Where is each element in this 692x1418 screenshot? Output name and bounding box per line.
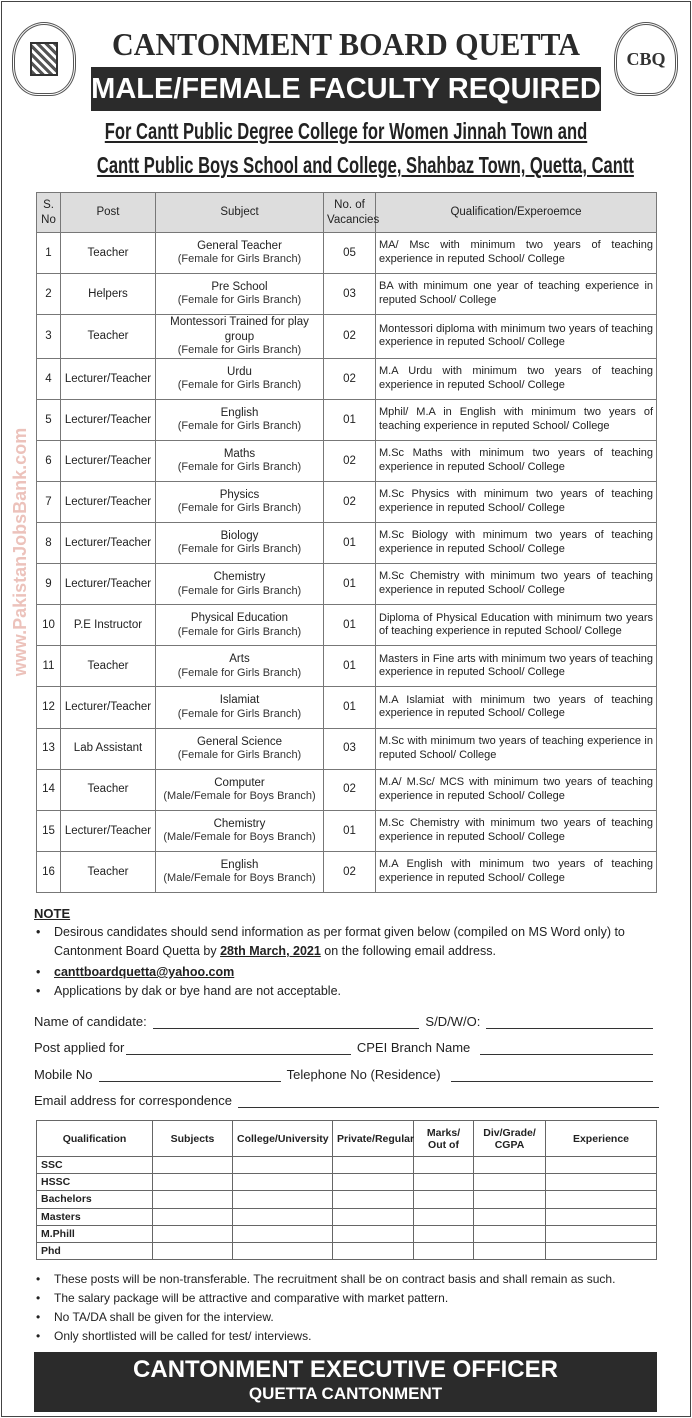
input-cell[interactable] bbox=[233, 1157, 333, 1174]
headline-banner: MALE/FEMALE FACULTY REQUIRED bbox=[91, 67, 601, 111]
email-link[interactable]: canttboardquetta@yahoo.com bbox=[54, 965, 235, 979]
serial-number: 8 bbox=[37, 523, 61, 564]
post: Lecturer/Teacher bbox=[61, 523, 156, 564]
branch: (Female for Girls Branch) bbox=[177, 294, 302, 307]
subject-cell bbox=[156, 233, 324, 274]
term-item: • No TA/DA shall be given for the interview. bbox=[34, 1308, 659, 1327]
vacancies: 01 bbox=[324, 687, 376, 728]
post: Teacher bbox=[61, 646, 156, 687]
table-row bbox=[37, 1191, 657, 1208]
column-header: College/University bbox=[233, 1121, 333, 1157]
input-cell[interactable] bbox=[414, 1174, 474, 1191]
branch: (Female for Girls Branch) bbox=[177, 625, 302, 638]
subject-cell bbox=[156, 481, 324, 522]
qualification: M.A Islamiat with minimum two years of teaching experience in reputed School/ College bbox=[376, 687, 657, 728]
column-header: Subjects bbox=[153, 1121, 233, 1157]
serial-number: 5 bbox=[37, 399, 61, 440]
serial-number: 13 bbox=[37, 728, 61, 769]
qualification: M.Sc Chemistry with minimum two years of teaching experience in reputed School/ College bbox=[376, 810, 657, 851]
table-row bbox=[37, 1242, 657, 1259]
input-cell[interactable] bbox=[546, 1225, 657, 1242]
vacancies: 01 bbox=[324, 810, 376, 851]
table-row bbox=[37, 728, 657, 769]
input-cell[interactable] bbox=[333, 1208, 414, 1225]
input-cell[interactable] bbox=[153, 1242, 233, 1259]
branch: (Female for Girls Branch) bbox=[177, 748, 302, 761]
input-cell[interactable] bbox=[414, 1242, 474, 1259]
branch: (Female for Girls Branch) bbox=[177, 543, 302, 556]
input-cell[interactable] bbox=[546, 1242, 657, 1259]
deadline: 28th March, 2021 bbox=[220, 944, 321, 958]
subject-cell bbox=[156, 646, 324, 687]
vacancies: 01 bbox=[324, 646, 376, 687]
subject: Montessori Trained for play group bbox=[170, 316, 309, 343]
subject: Maths bbox=[223, 447, 256, 460]
form-row bbox=[34, 1014, 659, 1029]
qualification-level: Bachelors bbox=[37, 1191, 153, 1208]
input-cell[interactable] bbox=[474, 1225, 546, 1242]
note-text: Desirous candidates should send information as per format given below (compiled on MS Word only) to Cantonment Board Quetta by bbox=[54, 925, 625, 958]
footer-subtitle: QUETTA CANTONMENT bbox=[248, 1384, 443, 1403]
table-row bbox=[37, 358, 657, 399]
subject-cell bbox=[156, 440, 324, 481]
serial-number: 3 bbox=[37, 315, 61, 359]
serial-number: 1 bbox=[37, 233, 61, 274]
table-row bbox=[37, 399, 657, 440]
vacancies: 01 bbox=[324, 399, 376, 440]
note-item bbox=[34, 963, 659, 982]
column-header: S. No bbox=[37, 193, 61, 233]
input-cell[interactable] bbox=[474, 1174, 546, 1191]
branch: (Female for Girls Branch) bbox=[177, 461, 302, 474]
vacancies: 02 bbox=[324, 440, 376, 481]
branch: (Female for Girls Branch) bbox=[177, 343, 302, 356]
serial-number: 10 bbox=[37, 605, 61, 646]
post: Teacher bbox=[61, 233, 156, 274]
subject-cell bbox=[156, 605, 324, 646]
qualifications-table bbox=[36, 1120, 657, 1260]
input-cell[interactable] bbox=[546, 1208, 657, 1225]
qualification: Diploma of Physical Education with minimum two years of teaching experience in reputed School/ College bbox=[376, 605, 657, 646]
vacancies: 02 bbox=[324, 769, 376, 810]
subject-cell bbox=[156, 810, 324, 851]
qualification: Masters in Fine arts with minimum two years of teaching experience in reputed School/ College bbox=[376, 646, 657, 687]
subject-cell bbox=[156, 851, 324, 892]
qualification-level: Phd bbox=[37, 1242, 153, 1259]
serial-number: 4 bbox=[37, 358, 61, 399]
input-cell[interactable] bbox=[414, 1157, 474, 1174]
input-cell[interactable] bbox=[546, 1191, 657, 1208]
input-cell[interactable] bbox=[333, 1174, 414, 1191]
input-cell[interactable] bbox=[546, 1174, 657, 1191]
subject: Biology bbox=[220, 530, 259, 543]
post: Teacher bbox=[61, 769, 156, 810]
table-row bbox=[37, 851, 657, 892]
note-section bbox=[34, 904, 659, 1001]
serial-number: 16 bbox=[37, 851, 61, 892]
table-row bbox=[37, 564, 657, 605]
input-cell[interactable] bbox=[233, 1208, 333, 1225]
subject-cell bbox=[156, 315, 324, 359]
qualification: M.A Urdu with minimum two years of teaching experience in reputed School/ College bbox=[376, 358, 657, 399]
vacancies: 01 bbox=[324, 605, 376, 646]
input-cell[interactable] bbox=[153, 1157, 233, 1174]
table-row bbox=[37, 315, 657, 359]
input-cell[interactable] bbox=[474, 1191, 546, 1208]
qualification: M.Sc Biology with minimum two years of teaching experience in reputed School/ College bbox=[376, 523, 657, 564]
vacancies: 01 bbox=[324, 564, 376, 605]
subject: General Teacher bbox=[197, 239, 282, 252]
table-row bbox=[37, 646, 657, 687]
label: Email address for correspondence bbox=[34, 1093, 232, 1108]
branch: (Female for Girls Branch) bbox=[177, 253, 302, 266]
table-row bbox=[37, 440, 657, 481]
subject: Physical Education bbox=[190, 612, 289, 625]
watermark: www.PakistanJobsBank.com bbox=[10, 427, 30, 677]
note-text: on the following email address. bbox=[320, 944, 496, 958]
qualification-level: M.Phill bbox=[37, 1225, 153, 1242]
post: Helpers bbox=[61, 274, 156, 315]
vacancies: 03 bbox=[324, 728, 376, 769]
input-cell[interactable] bbox=[474, 1208, 546, 1225]
post: Lecturer/Teacher bbox=[61, 810, 156, 851]
qualification: M.Sc with minimum two years of teaching experience in reputed School/ College bbox=[376, 728, 657, 769]
subtitle-line-1: For Cantt Public Degree College for Women Jinnah Town and bbox=[104, 118, 588, 144]
serial-number: 9 bbox=[37, 564, 61, 605]
label: Name of candidate: bbox=[34, 1014, 147, 1029]
input-cell[interactable] bbox=[414, 1191, 474, 1208]
input-cell[interactable] bbox=[474, 1157, 546, 1174]
input-cell[interactable] bbox=[233, 1242, 333, 1259]
government-emblem-logo bbox=[12, 22, 76, 96]
serial-number: 2 bbox=[37, 274, 61, 315]
table-row bbox=[37, 1157, 657, 1174]
column-header: Private/Regular bbox=[333, 1121, 414, 1157]
subject-cell bbox=[156, 274, 324, 315]
subject-cell bbox=[156, 399, 324, 440]
footer-banner bbox=[34, 1352, 657, 1412]
label: Mobile No bbox=[34, 1067, 93, 1082]
vacancies: 02 bbox=[324, 358, 376, 399]
subject: Computer bbox=[214, 776, 265, 789]
form-row bbox=[34, 1040, 659, 1055]
input-cell[interactable] bbox=[153, 1225, 233, 1242]
post: Lab Assistant bbox=[61, 728, 156, 769]
note-item bbox=[34, 923, 659, 961]
qualification: M.Sc Maths with minimum two years of teaching experience in reputed School/ College bbox=[376, 440, 657, 481]
column-header: Experience bbox=[546, 1121, 657, 1157]
subject: Pre School bbox=[211, 281, 268, 294]
label: S/D/W/O: bbox=[425, 1014, 481, 1029]
post: Lecturer/Teacher bbox=[61, 687, 156, 728]
serial-number: 15 bbox=[37, 810, 61, 851]
qualification-level: Masters bbox=[37, 1208, 153, 1225]
branch: (Female for Girls Branch) bbox=[177, 379, 302, 392]
vacancies: 05 bbox=[324, 233, 376, 274]
subject: Urdu bbox=[227, 365, 252, 378]
input-cell[interactable] bbox=[333, 1225, 414, 1242]
term-item: • The salary package will be attractive and comparative with market pattern. bbox=[34, 1289, 659, 1308]
post: Lecturer/Teacher bbox=[61, 481, 156, 522]
branch: (Female for Girls Branch) bbox=[177, 666, 302, 679]
column-header: No. of Vacancies bbox=[324, 193, 376, 233]
post: Lecturer/Teacher bbox=[61, 399, 156, 440]
note-heading: NOTE bbox=[34, 906, 71, 921]
label: Telephone No (Residence) bbox=[286, 1067, 441, 1082]
qualification: Montessori diploma with minimum two years of teaching experience in reputed School/ College bbox=[376, 315, 657, 359]
post: Lecturer/Teacher bbox=[61, 564, 156, 605]
qualification: M.A/ M.Sc/ MCS with minimum two years of teaching experience in reputed School/ College bbox=[376, 769, 657, 810]
terms-list bbox=[34, 1270, 659, 1346]
subject-cell bbox=[156, 728, 324, 769]
qualification-level: SSC bbox=[37, 1157, 153, 1174]
table-row bbox=[37, 810, 657, 851]
branch: (Female for Girls Branch) bbox=[177, 420, 302, 433]
sdwo-field[interactable] bbox=[486, 1017, 653, 1029]
table-row bbox=[37, 523, 657, 564]
branch-field[interactable] bbox=[480, 1043, 653, 1055]
post: Lecturer/Teacher bbox=[61, 440, 156, 481]
post: Lecturer/Teacher bbox=[61, 358, 156, 399]
column-header: Subject bbox=[156, 193, 324, 233]
mobile-field[interactable] bbox=[99, 1070, 281, 1082]
input-cell[interactable] bbox=[153, 1191, 233, 1208]
qualification: M.Sc Physics with minimum two years of teaching experience in reputed School/ College bbox=[376, 481, 657, 522]
serial-number: 14 bbox=[37, 769, 61, 810]
subject: English bbox=[220, 858, 259, 871]
form-row bbox=[34, 1093, 659, 1108]
subtitle-line-2: Cantt Public Boys School and College, Shahbaz Town, Quetta, Cantt bbox=[96, 152, 634, 178]
subject: Physics bbox=[219, 488, 260, 501]
column-header: Qualification/Experoemce bbox=[376, 193, 657, 233]
serial-number: 12 bbox=[37, 687, 61, 728]
subject: Chemistry bbox=[213, 817, 266, 830]
input-cell[interactable] bbox=[546, 1157, 657, 1174]
subject-cell bbox=[156, 687, 324, 728]
subject: Arts bbox=[229, 653, 250, 666]
vacancies: 02 bbox=[324, 315, 376, 359]
serial-number: 7 bbox=[37, 481, 61, 522]
serial-number: 11 bbox=[37, 646, 61, 687]
serial-number: 6 bbox=[37, 440, 61, 481]
post: P.E Instructor bbox=[61, 605, 156, 646]
form-row bbox=[34, 1067, 659, 1082]
input-cell[interactable] bbox=[414, 1208, 474, 1225]
post-field[interactable] bbox=[126, 1043, 351, 1055]
table-row bbox=[37, 769, 657, 810]
name-field[interactable] bbox=[153, 1017, 420, 1029]
branch: (Male/Female for Boys Branch) bbox=[163, 789, 316, 802]
vacancies: 01 bbox=[324, 523, 376, 564]
subject: Chemistry bbox=[213, 571, 266, 584]
qualification: Mphil/ M.A in English with minimum two years of teaching experience in reputed School/ College bbox=[376, 399, 657, 440]
input-cell[interactable] bbox=[153, 1174, 233, 1191]
qualification: M.Sc Chemistry with minimum two years of teaching experience in reputed School/ College bbox=[376, 564, 657, 605]
label: Post applied for bbox=[34, 1040, 125, 1055]
input-cell[interactable] bbox=[414, 1225, 474, 1242]
footer-title: CANTONMENT EXECUTIVE OFFICER bbox=[133, 1356, 558, 1383]
input-cell[interactable] bbox=[333, 1242, 414, 1259]
table-row bbox=[37, 274, 657, 315]
column-header: Div/Grade/ CGPA bbox=[474, 1121, 546, 1157]
input-cell[interactable] bbox=[333, 1157, 414, 1174]
qualification: M.A English with minimum two years of teaching experience in reputed School/ College bbox=[376, 851, 657, 892]
input-cell[interactable] bbox=[333, 1191, 414, 1208]
label: CPEI Branch Name bbox=[356, 1040, 471, 1055]
column-header: Qualification bbox=[37, 1121, 153, 1157]
input-cell[interactable] bbox=[474, 1242, 546, 1259]
table-row bbox=[37, 687, 657, 728]
column-header: Marks/ Out of bbox=[414, 1121, 474, 1157]
email-field[interactable] bbox=[238, 1096, 659, 1108]
subject-cell bbox=[156, 564, 324, 605]
branch: (Male/Female for Boys Branch) bbox=[163, 872, 316, 885]
telephone-field[interactable] bbox=[451, 1070, 653, 1082]
input-cell[interactable] bbox=[153, 1208, 233, 1225]
vacancies-table bbox=[36, 192, 657, 893]
subject: Islamiat bbox=[219, 694, 260, 707]
table-row bbox=[37, 1225, 657, 1242]
post: Teacher bbox=[61, 851, 156, 892]
vacancies: 03 bbox=[324, 274, 376, 315]
branch: (Female for Girls Branch) bbox=[177, 502, 302, 515]
branch: (Female for Girls Branch) bbox=[177, 707, 302, 720]
cbq-logo: CBQ bbox=[614, 22, 678, 96]
table-row bbox=[37, 1208, 657, 1225]
subject-cell bbox=[156, 523, 324, 564]
subject: English bbox=[220, 406, 259, 419]
subject-cell bbox=[156, 769, 324, 810]
table-row bbox=[37, 481, 657, 522]
subject-cell bbox=[156, 358, 324, 399]
note-item: • Applications by dak or bye hand are not acceptable. bbox=[34, 982, 659, 1001]
organization-title: CANTONMENT BOARD QUETTA bbox=[112, 26, 580, 62]
vacancies: 02 bbox=[324, 851, 376, 892]
qualification: BA with minimum one year of teaching experience in reputed School/ College bbox=[376, 274, 657, 315]
qualification-level: HSSC bbox=[37, 1174, 153, 1191]
branch: (Female for Girls Branch) bbox=[177, 584, 302, 597]
column-header: Post bbox=[61, 193, 156, 233]
input-cell[interactable] bbox=[233, 1191, 333, 1208]
table-row bbox=[37, 1174, 657, 1191]
vacancies: 02 bbox=[324, 481, 376, 522]
subject: General Science bbox=[196, 735, 283, 748]
post: Teacher bbox=[61, 315, 156, 359]
qualification: MA/ Msc with minimum two years of teaching experience in reputed School/ College bbox=[376, 233, 657, 274]
table-row bbox=[37, 233, 657, 274]
term-item: • These posts will be non-transferable. The recruitment shall be on contract basis and shall remain as such. bbox=[34, 1270, 659, 1289]
table-row bbox=[37, 605, 657, 646]
term-item: • Only shortlisted will be called for test/ interviews. bbox=[34, 1327, 659, 1346]
branch: (Male/Female for Boys Branch) bbox=[163, 831, 316, 844]
input-cell[interactable] bbox=[233, 1225, 333, 1242]
input-cell[interactable] bbox=[233, 1174, 333, 1191]
